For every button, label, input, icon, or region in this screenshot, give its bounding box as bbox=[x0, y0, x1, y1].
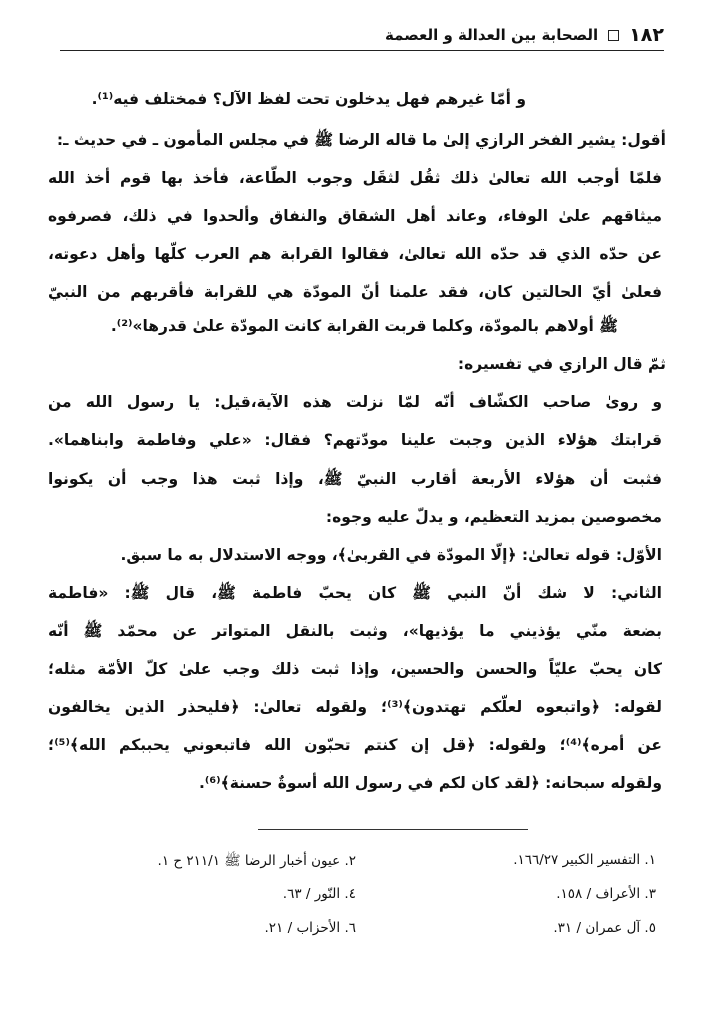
body-line: عن حدّه الذي قد حدّه الله تعالىٰ، فقالوا القرابة هم العرب كلّها وأهل دعوته، bbox=[48, 245, 662, 263]
footnote: ٣. الأعراف / ١٥٨. bbox=[556, 886, 656, 902]
footnote: ٤. النّور / ٦٣. bbox=[282, 886, 356, 902]
body-line: بضعة منّي يؤذيني ما يؤذيها»، وثبت بالنقل المتواتر عن محمّد ﷺ أنّه bbox=[48, 622, 662, 640]
footnote: ٦. الأحزاب / ٢١. bbox=[264, 920, 356, 936]
body-line: فعلىٰ أيّ الحالتين كان، فقد علمنا أنّ المودّة هي للقرابة فأقربهم من النبيّ bbox=[48, 283, 662, 301]
body-line: لقوله: ﴿واتبعوه لعلّكم تهتدون﴾⁽³⁾؛ ولقوله تعالىٰ: ﴿فليحذر الذين يخالفون bbox=[48, 698, 662, 716]
body-line: فلمّا أوجب الله تعالىٰ ذلك ثقُل لثقَل وجوب الطّاعة، فأخذ بها قوم أخذ الله bbox=[48, 169, 662, 187]
body-line: ولقوله سبحانه: ﴿لقد كان لكم في رسول الله أسوةٌ حسنة﴾⁽⁶⁾. bbox=[199, 774, 662, 792]
body-line: الثاني: لا شك أنّ النبي ﷺ كان يحبّ فاطمة ﷺ، قال ﷺ: «فاطمة bbox=[48, 584, 662, 602]
body-line: الأوّل: قوله تعالىٰ: ﴿إلّا المودّة في القربىٰ﴾، ووجه الاستدلال به ما سبق. bbox=[120, 546, 662, 564]
footnote: ٢. عيون أخبار الرضا ﷺ ٢١١/١ ح ١. bbox=[157, 853, 356, 869]
body-line: ثمّ قال الرازي في تفسيره: bbox=[457, 355, 666, 373]
footnote: ٥. آل عمران / ٣١. bbox=[553, 920, 656, 936]
body-line: أقول: يشير الفخر الرازي إلىٰ ما قاله الرضا ﷺ في مجلس المأمون ـ في حديث ـ: bbox=[56, 131, 666, 149]
body-line: ميثاقهم علىٰ الوفاء، وعاند أهل الشقاق والنفاق وألحدوا في ذلك، فصرفوه bbox=[48, 207, 662, 225]
body-line: عن أمره﴾⁽⁴⁾؛ ولقوله: ﴿قل إن كنتم تحبّون الله فاتبعوني يحببكم الله﴾⁽⁵⁾؛ bbox=[48, 736, 662, 754]
footnote-separator bbox=[258, 829, 528, 830]
running-title: الصحابة بين العدالة و العصمة bbox=[385, 26, 599, 44]
body-line: قرابتك هؤلاء الذين وجبت علينا مودّتهم؟ فقال: «علي وفاطمة وابناهما». bbox=[48, 431, 662, 449]
body-line: مخصوصين بمزيد التعظيم، و يدلّ عليه وجوه: bbox=[325, 508, 662, 526]
footnote: ١. التفسير الكبير ١٦٦/٢٧. bbox=[513, 852, 656, 868]
header-square-ornament bbox=[608, 30, 619, 41]
running-header bbox=[60, 20, 664, 51]
body-line: كان يحبّ عليّاً والحسن والحسين، وإذا ثبت ذلك وجب علىٰ كلّ الأمّة مثله؛ bbox=[48, 660, 662, 678]
page-number: ١٨٢ bbox=[629, 24, 664, 46]
body-line: و أمّا غيرهم فهل يدخلون تحت لفظ الآل؟ فمختلف فيه⁽¹⁾. bbox=[91, 90, 526, 108]
body-line: فثبت أن هؤلاء الأربعة أقارب النبيّ ﷺ، وإذا ثبت هذا وجب أن يكونوا bbox=[48, 470, 662, 488]
body-line: و روىٰ صاحب الكشّاف أنّه لمّا نزلت هذه الآية،قيل: يا رسول الله من bbox=[48, 393, 662, 411]
body-line: ﷺ أولاهم بالمودّة، وكلما قربت القرابة كانت المودّة علىٰ قدرها»⁽²⁾. bbox=[110, 317, 618, 335]
